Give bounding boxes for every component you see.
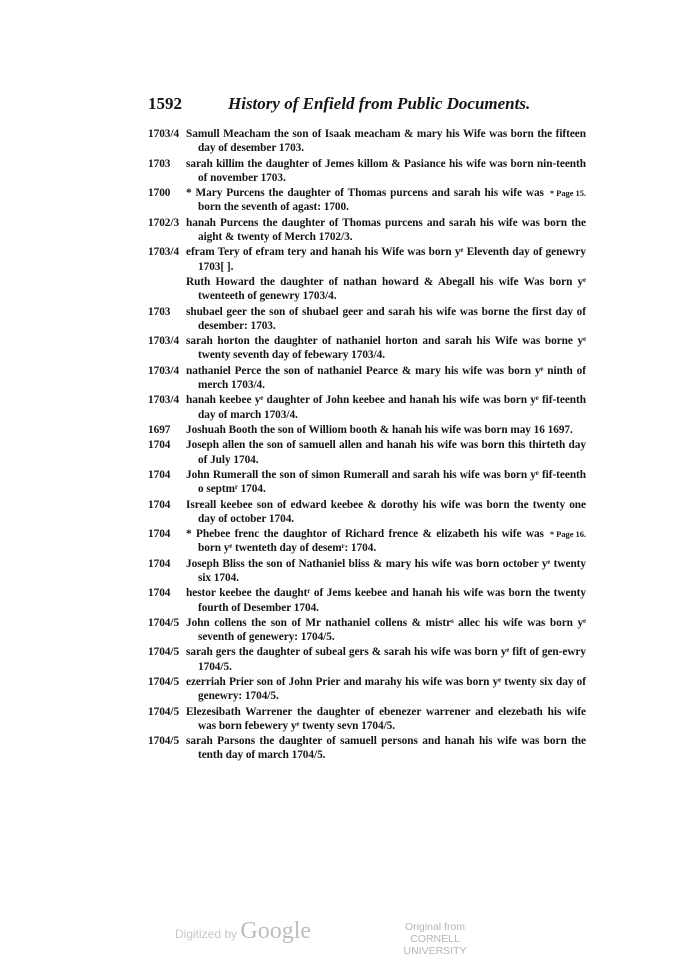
record-entry <box>148 157 586 185</box>
record-text: sarah Parsons the daughter of samuell persons and hanah his wife was born the tenth day of march 1704/5. <box>186 735 586 762</box>
record-entry <box>148 393 586 421</box>
record-entry <box>148 364 586 392</box>
record-text: shubael geer the son of shubael geer and sarah his wife was borne the first day of desember: 1703. <box>186 305 586 332</box>
record-year: 1704 <box>148 439 171 452</box>
record-year: 1704/5 <box>148 646 180 659</box>
record-year: 1703/4 <box>148 246 180 259</box>
record-text: sarah horton the daughter of nathaniel horton and sarah his Wife was borne yᵉ twenty seventh day of febewary 1703/4. <box>186 335 586 362</box>
page-reference-note: * Page 16. <box>549 529 586 540</box>
page-header <box>148 94 588 114</box>
record-entry <box>148 438 586 466</box>
record-year: 1704 <box>148 468 171 481</box>
record-entry <box>148 616 586 644</box>
record-year: 1704 <box>148 528 171 541</box>
record-year: 1704 <box>148 587 171 600</box>
digitized-prefix: Digitized by <box>175 927 238 941</box>
record-text: * Phebee frenc the daughtor of Richard frence & elizabeth his wife was born yᵉ twenteth day of desemʳ: 1704. <box>186 528 544 555</box>
record-year: 1702/3 <box>148 216 180 229</box>
record-entry <box>148 468 586 496</box>
record-text: Isreall keebee son of edward keebee & dorothy his wife was born the twenty one day of october 1704. <box>186 498 586 525</box>
record-year: 1703/4 <box>148 128 180 140</box>
record-year: 1703/4 <box>148 335 180 348</box>
original-from-notice <box>380 921 490 957</box>
running-title: History of Enfield from Public Documents. <box>228 94 531 113</box>
record-entry <box>148 305 586 333</box>
google-logo: Google <box>240 918 312 944</box>
record-text: hanah keebee yᵉ daughter of John keebee and hanah his wife was born yᵉ fif-teenth day of march 1703/4. <box>186 394 586 421</box>
original-from-label: Original from <box>404 921 466 933</box>
cornell-university-label: CORNELL UNIVERSITY <box>403 933 467 957</box>
record-text: hestor keebee the daughtʳ of Jems keebee and hanah his wife was born the twenty fourth of Desember 1704. <box>186 587 586 614</box>
birth-records-list <box>148 127 586 764</box>
page-number: 1592 <box>148 94 182 113</box>
record-text: * Mary Purcens the daughter of Thomas purcens and sarah his wife was born the seventh of agast: 1700. <box>186 187 544 214</box>
record-year: 1704/5 <box>148 705 180 718</box>
record-year: 1704 <box>148 557 171 570</box>
record-year: 1704/5 <box>148 735 180 748</box>
record-text: Ruth Howard the daughter of nathan howard & Abegall his wife Was born yᵉ twenteeth of genewry 1703/4. <box>186 275 586 303</box>
record-text: efram Tery of efram tery and hanah his Wife was born yᵉ Eleventh day of genewry 1703[ ]. <box>186 246 586 273</box>
record-entry <box>148 245 586 273</box>
record-text: Joseph Bliss the son of Nathaniel bliss & mary his wife was born october yᵉ twenty six 1704. <box>186 557 586 584</box>
record-entry <box>148 557 586 585</box>
record-text: hanah Purcens the daughter of Thomas purcens and sarah his wife was born the aight & twenty of Merch 1702/3. <box>186 216 586 243</box>
record-year: 1703/4 <box>148 364 180 377</box>
record-entry <box>148 275 586 303</box>
record-entry <box>148 423 586 437</box>
record-entry <box>148 645 586 673</box>
record-text: John collens the son of Mr nathaniel collens & mistrˢ allec his wife was born yᵉ seventh of genewery: 1704/5. <box>186 616 586 644</box>
record-text: Joseph allen the son of samuell allen and hanah his wife was born this thirteth day of July 1704. <box>186 439 586 466</box>
record-entry <box>148 334 586 362</box>
record-year: 1704/5 <box>148 676 180 689</box>
record-year: 1703/4 <box>148 394 180 407</box>
record-year: 1703 <box>148 157 171 170</box>
record-text: Elezesibath Warrener the daughter of ebenezer warrener and elezebath his wife was born febewery yᵉ twenty sevn 1704/5. <box>186 705 586 732</box>
page-reference-note: * Page 15. <box>549 188 586 199</box>
record-text: sarah gers the daughter of subeal gers & sarah his wife was born yᵉ fift of gen-ewry 1704/5. <box>186 646 586 673</box>
record-entry <box>148 734 586 762</box>
record-text: ezerriah Prier son of John Prier and marahy his wife was born yᵉ twenty six day of genewry: 1704/5. <box>186 676 586 703</box>
record-entry <box>148 216 586 244</box>
record-text: Samull Meacham the son of Isaak meacham & mary his Wife was born the fifteen day of desember 1703. <box>186 128 586 155</box>
record-year: 1704 <box>148 498 171 511</box>
record-entry <box>148 498 586 526</box>
record-entry <box>148 186 586 214</box>
record-entry <box>148 586 586 614</box>
digitized-by-google <box>175 918 311 945</box>
record-text: nathaniel Perce the son of nathaniel Pearce & mary his wife was born yᵉ ninth of merch 1703/4. <box>186 364 586 391</box>
record-entry <box>148 127 586 155</box>
record-text: sarah killim the daughter of Jemes killom & Pasiance his wife was born nin-teenth of november 1703. <box>186 157 586 184</box>
record-year: 1700 <box>148 187 171 200</box>
record-year: 1703 <box>148 305 171 318</box>
record-text: John Rumerall the son of simon Rumerall and sarah his wife was born yᵉ fif-teenth o septmʳ 1704. <box>186 468 586 496</box>
record-entry <box>148 675 586 703</box>
record-entry <box>148 705 586 733</box>
record-year: 1704/5 <box>148 616 180 629</box>
record-entry <box>148 527 586 555</box>
record-text: Joshuah Booth the son of Williom booth & hanah his wife was born may 16 1697. <box>186 423 573 436</box>
record-year: 1697 <box>148 423 171 436</box>
